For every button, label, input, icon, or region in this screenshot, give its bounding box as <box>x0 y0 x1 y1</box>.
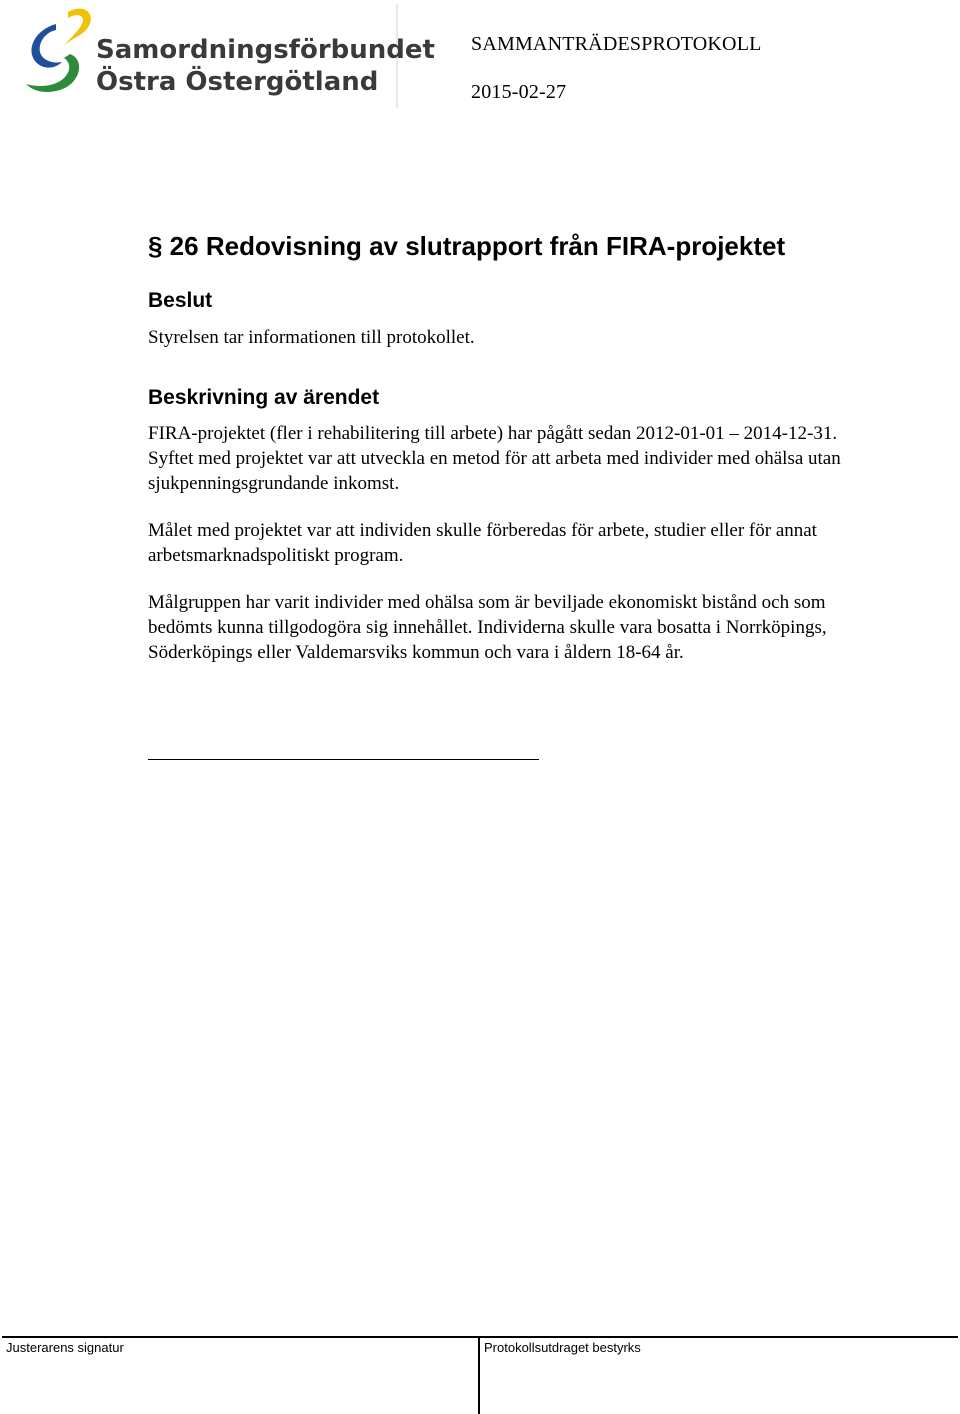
description-paragraph: FIRA-projektet (fler i rehabilitering till arbete) har pågått sedan 2012-01-01 – 2014-12-31. Syftet med projektet var att utveckla en metod för att arbeta med individer med ohälsa utan sjukpenningsgrundande inkomst. <box>148 423 841 494</box>
footer-divider <box>478 1336 480 1414</box>
closing-rule <box>148 759 539 760</box>
decision-text: Styrelsen tar informationen till protokollet. <box>148 327 475 348</box>
adjuster-signature-label: Justerarens signatur <box>6 1340 124 1355</box>
document-date: 2015-02-27 <box>471 81 567 103</box>
logo-blue-arc <box>32 24 62 68</box>
extract-certified-label: Protokollsutdraget bestyrks <box>484 1340 641 1355</box>
footer-rule <box>2 1336 958 1338</box>
description-heading: Beskrivning av ärendet <box>148 386 380 409</box>
decision-heading: Beslut <box>148 289 213 312</box>
section-title: § 26 Redovisning av slutrapport från FIRA-projektet <box>148 231 786 261</box>
document-type: SAMMANTRÄDESPROTOKOLL <box>471 33 762 55</box>
protocol-section <box>148 228 848 665</box>
logo-line-1: Samordningsförbundet <box>96 35 435 65</box>
description-paragraph: Målet med projektet var att individen skulle förberedas för arbete, studier eller för annat arbetsmarknadspolitiskt program. <box>148 520 817 566</box>
description-paragraph: Målgruppen har varit individer med ohälsa som är beviljade ekonomiskt bistånd och som bedömts kunna tillgodogöra sig innehållet. Individerna skulle vara bosatta i Norrköpings, Söderköpings eller Valdemarsviks kommun och vara i åldern 18-64 år. <box>148 592 827 663</box>
organization-logo <box>16 4 435 108</box>
logo-line-2: Östra Östergötland <box>96 67 379 97</box>
signature-footer <box>0 1336 960 1414</box>
logo-green-arc <box>26 54 79 92</box>
logo-yellow-arc <box>62 9 91 48</box>
